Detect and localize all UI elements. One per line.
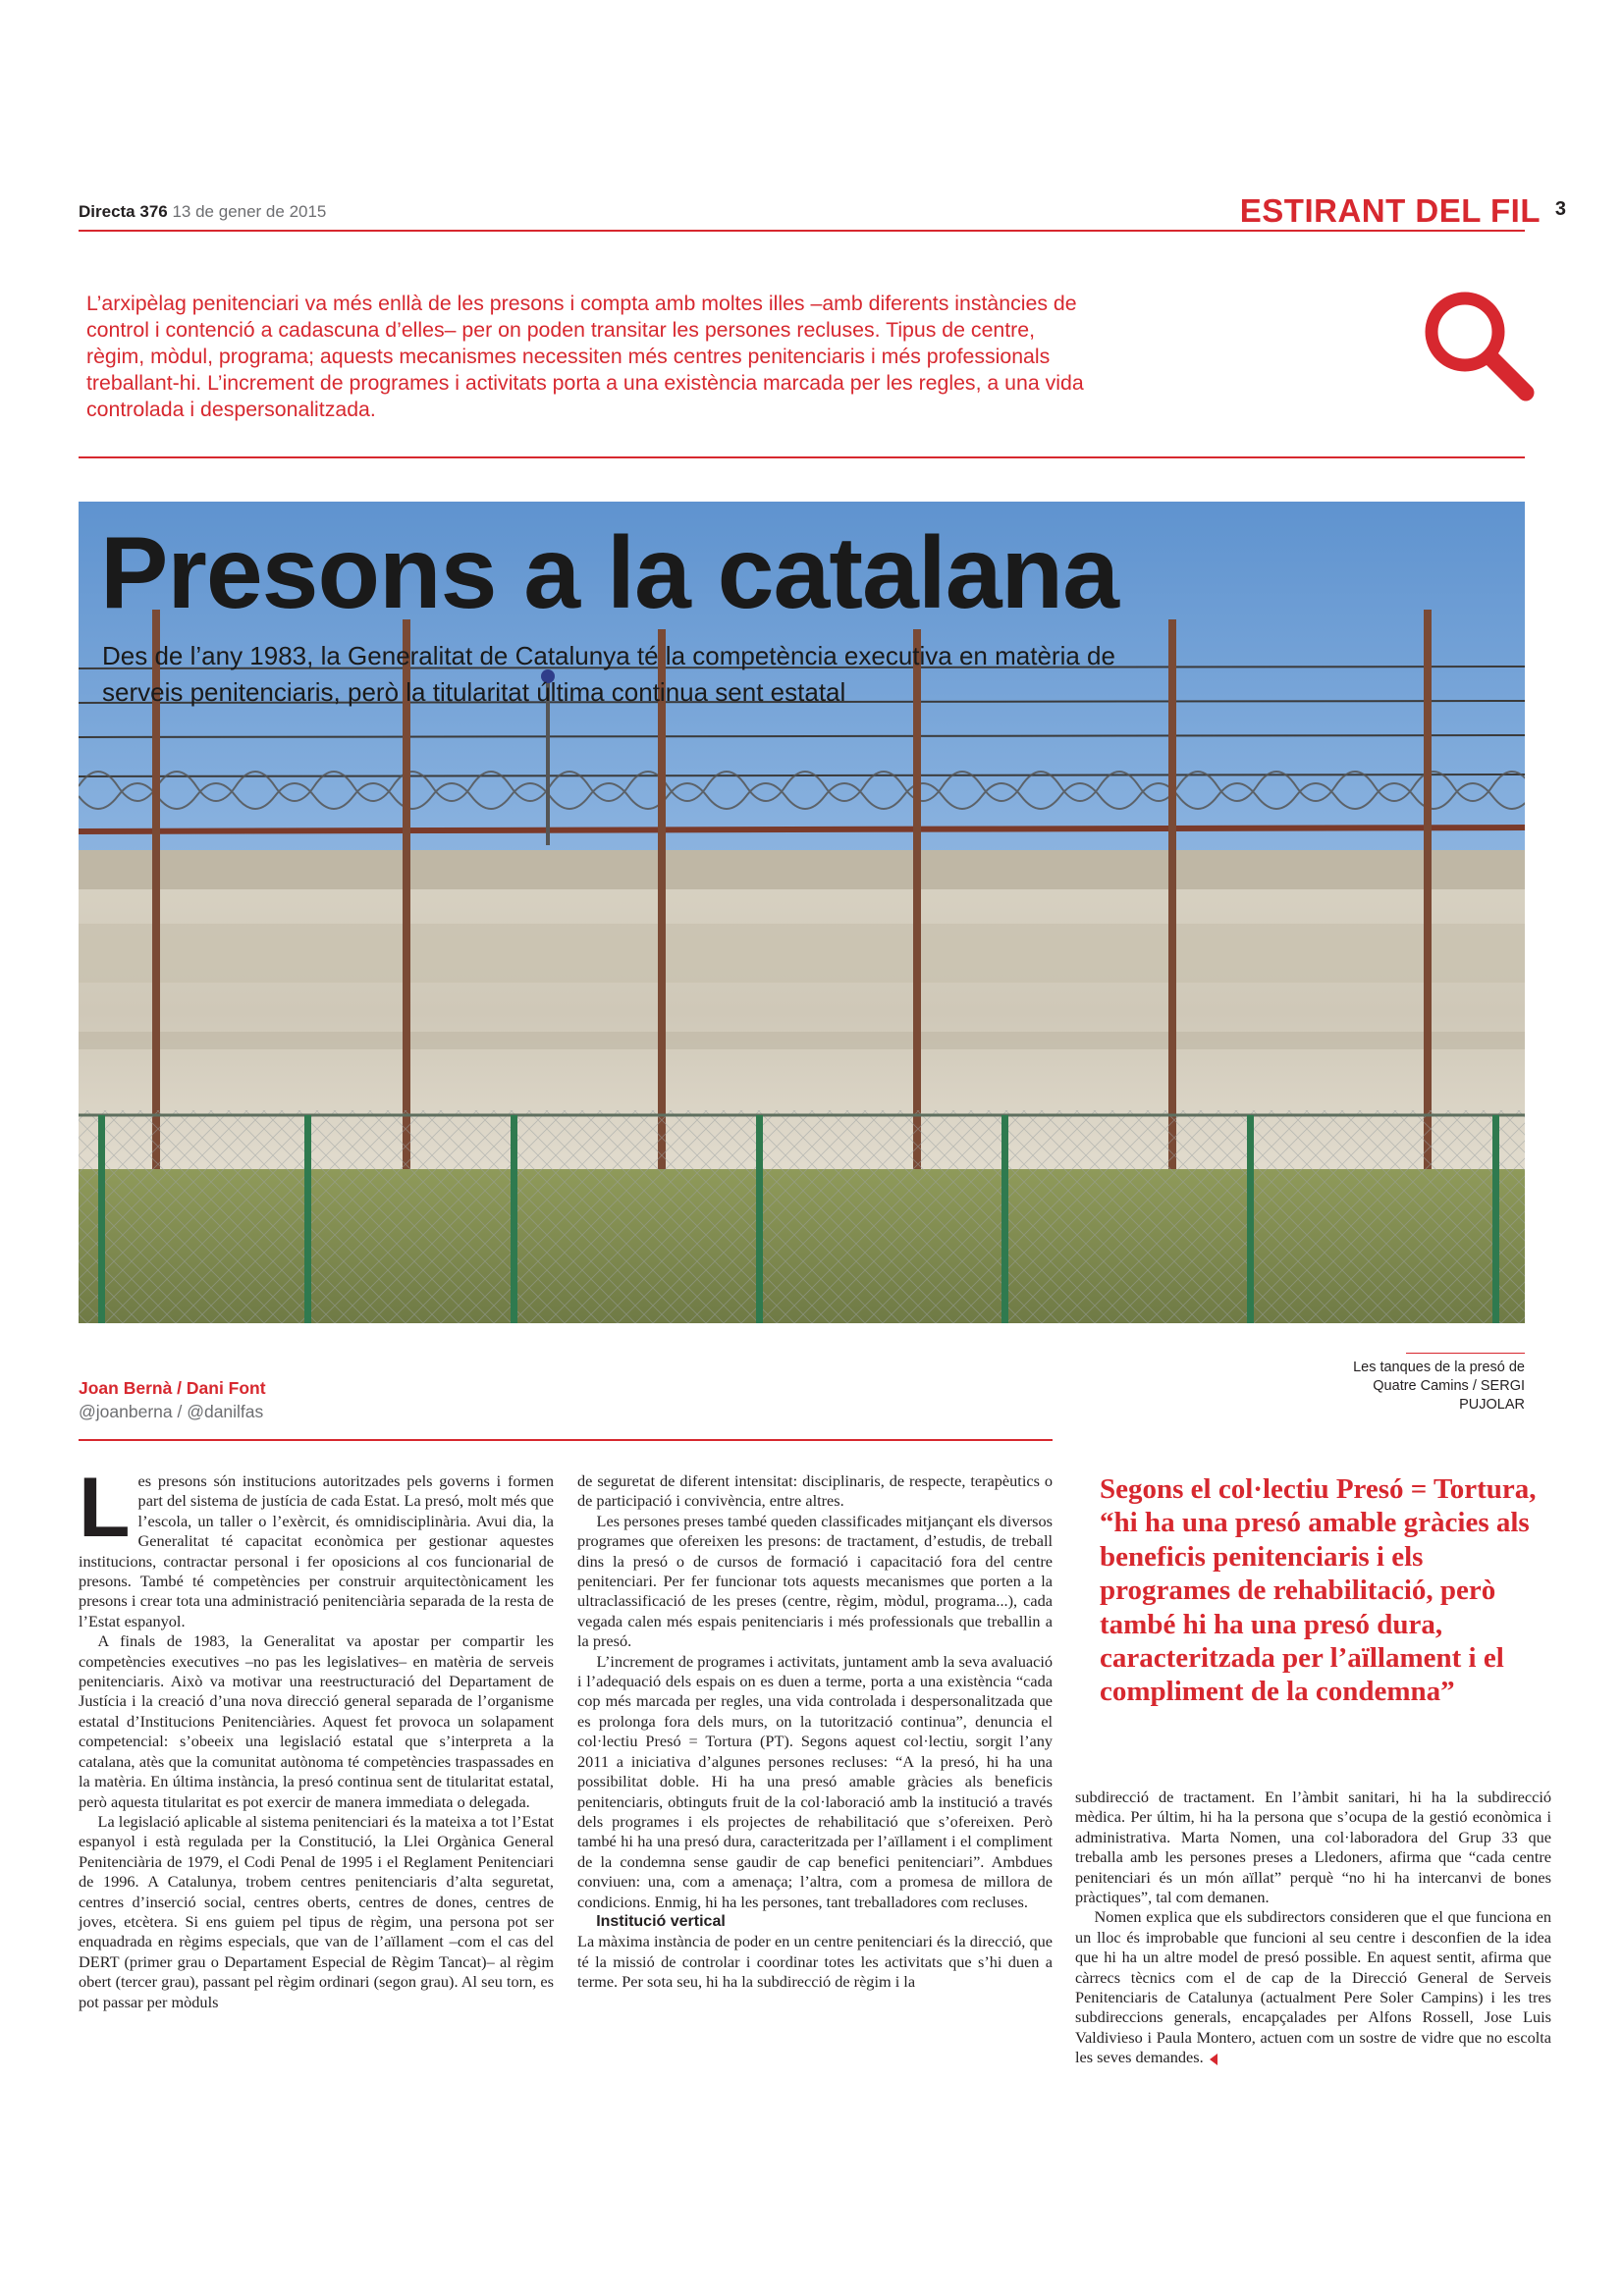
- article-column-1: [79, 1461, 554, 2012]
- paragraph: Les presons són institucions autoritzades pels governs i formen part del sistema de justícia de cada Estat. La presó, molt més que l’escola, un taller o l’exèrcit, és omnidisciplinària. Avui dia, la Generalitat té capacitat econòmica per gestionar aquestes institucions, contractar personal i fer oposicions al cos funcionarial de presons. També té competències per construir arquitectònicament les presons i crear tota una administració penitenciària separada de la resta de l’Estat espanyol.: [79, 1461, 554, 1630]
- paragraph: La legislació aplicable al sistema penitenciari és la mateixa a tot l’Estat espanyol i està regulada per la Constitució, la Llei Orgànica General Penitenciària de 1979, el Codi Penal de 1995 i el Reglament Penitenciari de 1996. A Catalunya, trobem centres penitenciaris d’alta seguretat, centres d’inserció social, centres oberts, centres de dones, centres de joves, etcètera. Si ens guiem pel tipus de règim, una persona pot ser enquadrada en règims especials, que van de l’aïllament –com el cas del DERT (primer grau o Departament Especial de Règim Tancat)– al règim obert (tercer grau), passant pel règim ordinari (segon grau). Al seu torn, es pot passar per mòduls: [79, 1811, 554, 2011]
- photo-caption: Les tanques de la presó de Quatre Camins / SERGI PUJOLAR: [1353, 1360, 1525, 1413]
- intro-text: L’arxipèlag penitenciari va més enllà de les presons i compta amb moltes illes –amb diferents instàncies de control i contenció a cadascuna d’elles– per on poden transitar les persones recluses. Tipus de centre, règim, mòdul, programa; aquests mecanismes necessiten més centres penitenciaris i més professionals treballant-hi. L’increment de programes i activitats porta a una existència marcada per les regles, a una vida controlada i despersonalitzada.: [86, 292, 1084, 421]
- end-mark-icon: [1210, 2054, 1217, 2065]
- article-subtitle: Des de l’any 1983, la Generalitat de Catalunya té la competència executiva en matèria de serveis penitenciaris, però la titularitat última continua sent estatal: [102, 641, 1115, 707]
- section-title: ESTIRANT DEL FIL: [1239, 192, 1541, 229]
- article-column-3: [1075, 1788, 1551, 2068]
- section-subhead: Institució vertical: [596, 1912, 726, 1930]
- article-column-2: [577, 1471, 1053, 1993]
- byline-divider: [79, 1439, 1053, 1441]
- search-icon: [1414, 281, 1542, 408]
- issue-date: 13 de gener de 2015: [172, 202, 327, 221]
- intro-divider: [79, 456, 1525, 458]
- drop-cap: L: [79, 1461, 131, 1555]
- article-title: Presons a la catalana: [100, 516, 1118, 630]
- paragraph: La màxima instància de poder en un centre penitenciari és la direcció, que té la missió de controlar i coordinar totes les activitats que s’hi duen a terme. Per sota seu, hi ha la subdirecció de règim i la: [577, 1932, 1053, 1992]
- page-number: 3: [1554, 198, 1566, 220]
- header-divider: [79, 230, 1525, 232]
- paragraph: Les persones preses també queden classificades mitjançant els diversos programes que ofereixen les presons: de tractament, d’estudis, de treball dins la presó o de cursos de formació i capacitació fora del centre penitenciari. Per fer funcionar tots aquests mecanismes que porten a la ultraclassificació de les preses (centre, règim, mòdul, programa...), cada vegada calen més espais penitenciaris i més professionals que treballin a la presó.: [577, 1511, 1053, 1651]
- paragraph: subdirecció de tractament. En l’àmbit sanitari, hi ha la subdirecció mèdica. Per últim, hi ha la persona que s’ocupa de la gestió econòmica i administrativa. Marta Nomen, una col·laboradora del Grup 33 que treballa amb les persones preses a Lledoners, afirma que “cada centre penitenciari és un món aïllat” perquè “no hi ha intercanvi de bones pràctiques”, tal com demanen.: [1075, 1788, 1551, 1907]
- byline-authors: Joan Bernà / Dani Font: [79, 1378, 266, 1398]
- paragraph: L’increment de programes i activitats, juntament amb la seva avaluació i l’adequació dels espais on es duen a terme, porta a una existència “cada cop més marcada per regles, una vida controlada i despersonalitzada que es prolonga fora dels murs, on la tutorització continua”, denuncia el col·lectiu Presó = Tortura (PT). Segons aquest col·lectiu, sorgit l’any 2011 a iniciativa d’algunes persones recluses: “A la presó, hi ha una possibilitat doble. Hi ha una presó amable gràcies als beneficis penitenciaris, obtinguts fruit de la col·laboració amb la institució a través dels programes i els projectes de rehabilitació que s’ofereixen. Però també hi ha una presó dura, caracteritzada per l’aïllament i el compliment de la condemna sense gaudir de cap benefici penitenciari”. Ambdues conviuen: una, com a amenaça; l’altra, com a promesa de millora de condicions. Enmig, hi ha les persones, tant treballadores com recluses.: [577, 1651, 1053, 1911]
- caption-divider: [1406, 1353, 1525, 1354]
- paragraph: Nomen explica que els subdirectors consideren que el que funciona en un lloc és improbable que funcioni al seu centre i desconfien de la idea que hi ha un altre model de presó possible. En aquest sentit, afirma que càrrecs tècnics com el de cap de la Direcció General de Serveis Penitenciaris de Catalunya (actualment Pere Soler Campins) i les tres subdireccions generals, encapçalades per Alfons Rossell, Jose Luis Valdivieso i Paula Montero, actuen com un sostre de vidre que no escolta les seves demandes.: [1075, 1907, 1551, 2067]
- paragraph: de seguretat de diferent intensitat: disciplinaris, de respecte, terapèutics o de participació i convivència, entre altres.: [577, 1471, 1053, 1511]
- pull-quote: Segons el col·lectiu Presó = Tortura, “hi ha una presó amable gràcies als beneficis penitenciaris i els programes de rehabilitació, però també hi ha una presó dura, caracteritzada per l’aïllament i el compliment de la condemna”: [1100, 1473, 1537, 1708]
- paragraph: A finals de 1983, la Generalitat va apostar per compartir les competències executives –no pas les legislatives– en matèria de serveis penitenciaris. Això va motivar una reestructuració del Departament de Justícia i la creació d’una nova direcció general separada de l’organisme estatal d’Institucions Penitenciàries. Aquest fet provoca un solapament competencial: s’obeeix una legislació estatal que s’interpreta a la catalana, atès que la comunitat autònoma té competències traspassades en la matèria. En última instància, la presó continua sent de titularitat estatal, però aquesta titularitat es pot exercir de manera immediata o delegada.: [79, 1631, 554, 1811]
- publication-name: Directa 376: [79, 202, 168, 221]
- byline-handles: @joanberna / @danilfas: [79, 1402, 264, 1421]
- header-publication: [79, 202, 326, 222]
